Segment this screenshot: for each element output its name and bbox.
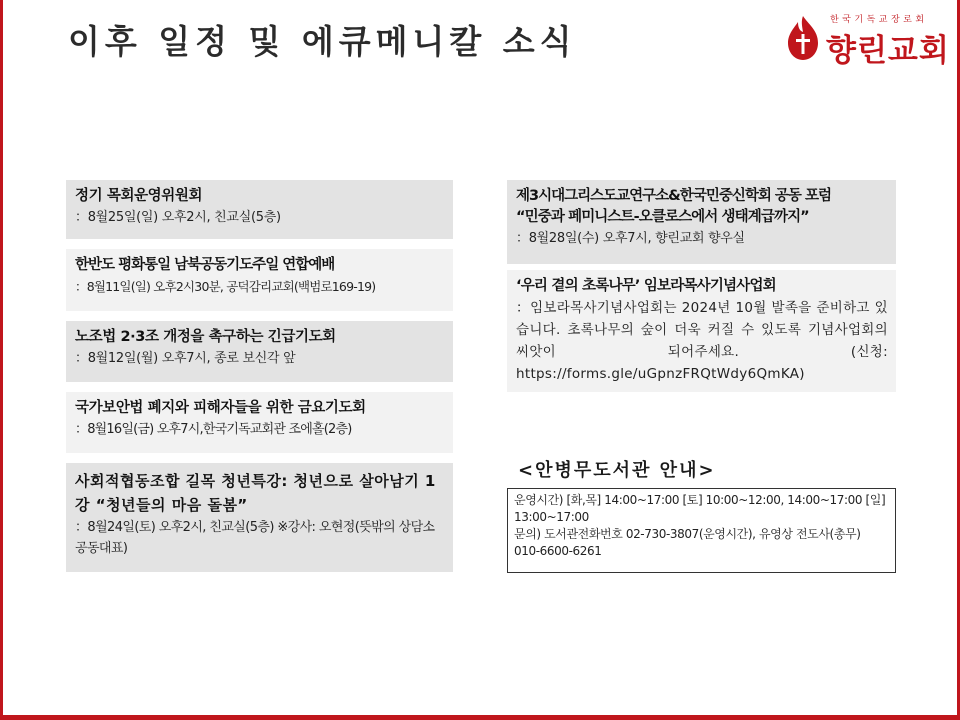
event-detail: ：8월28일(수) 오후7시, 향린교회 향우실	[516, 231, 745, 246]
event-detail: ：8월11일(일) 오후2시30분, 공덕감리교회(백범로169-19)	[75, 279, 376, 294]
flame-cross-icon	[784, 14, 822, 62]
event-box	[507, 180, 896, 264]
event-detail: ：8월24일(토) 오후2시, 친교실(5층) ※강사: 오현정(뜻밖의 상담소 공동대표)	[75, 520, 435, 556]
event-title: 한반도 평화통일 남북공동기도주일 연합예배	[75, 257, 335, 273]
event-detail: ：8월12일(월) 오후7시, 종로 보신각 앞	[75, 351, 296, 366]
library-contact: 문의) 도서관전화번호 02-730-3807(운영시간), 유영상 전도사(총무) 010-6600-6261	[514, 527, 861, 558]
page-title: 이후 일정 및 에큐메니칼 소식	[68, 22, 577, 61]
library-heading: <안병무도서관 안내>	[518, 460, 716, 481]
event-title: ‘우리 곁의 초록나무’ 임보라목사기념사업회	[516, 278, 776, 294]
event-title: 국가보안법 폐지와 피해자들을 위한 금요기도회	[75, 400, 366, 416]
event-box	[66, 321, 453, 382]
library-info-box	[507, 488, 896, 573]
event-detail: ：8월25일(일) 오후2시, 친교실(5층)	[75, 210, 281, 225]
church-logo	[784, 8, 950, 69]
event-title-line2: “민중과 페미니스트-오클로스에서 생태계급까지”	[516, 209, 809, 225]
event-title: 노조법 2·3조 개정을 촉구하는 긴급기도회	[75, 329, 336, 345]
logo-name: 향린교회	[826, 33, 950, 69]
event-box	[66, 392, 453, 453]
event-box	[507, 270, 896, 392]
event-title: 정기 목회운영위원회	[75, 188, 203, 204]
event-title: 사회적협동조합 길목 청년특강: 청년으로 살아남기 1강 “청년들의 마음 돌봄”	[75, 472, 436, 514]
event-title-line1: 제3시대그리스도교연구소&한국민중신학회 공동 포럼	[516, 188, 831, 204]
library-hours: 운영시간) [화,목] 14:00~17:00 [토] 10:00~12:00, 14:00~17:00 [일] 13:00~17:00	[514, 493, 886, 524]
event-detail: ：임보라목사기념사업회는 2024년 10월 발족을 준비하고 있습니다. 초록나무의 숲이 더욱 커질 수 있도록 기념사업회의 씨앗이 되어주세요. (신청: https://forms.gle/uGpnzFRQtWdy6QmKA)	[516, 300, 888, 382]
event-box	[66, 180, 453, 239]
event-box	[66, 463, 453, 572]
event-box	[66, 249, 453, 311]
event-detail: ：8월16일(금) 오후7시,한국기독교회관 조에홀(2층)	[75, 422, 352, 437]
logo-subtitle: 한국기독교장로회	[830, 15, 928, 25]
